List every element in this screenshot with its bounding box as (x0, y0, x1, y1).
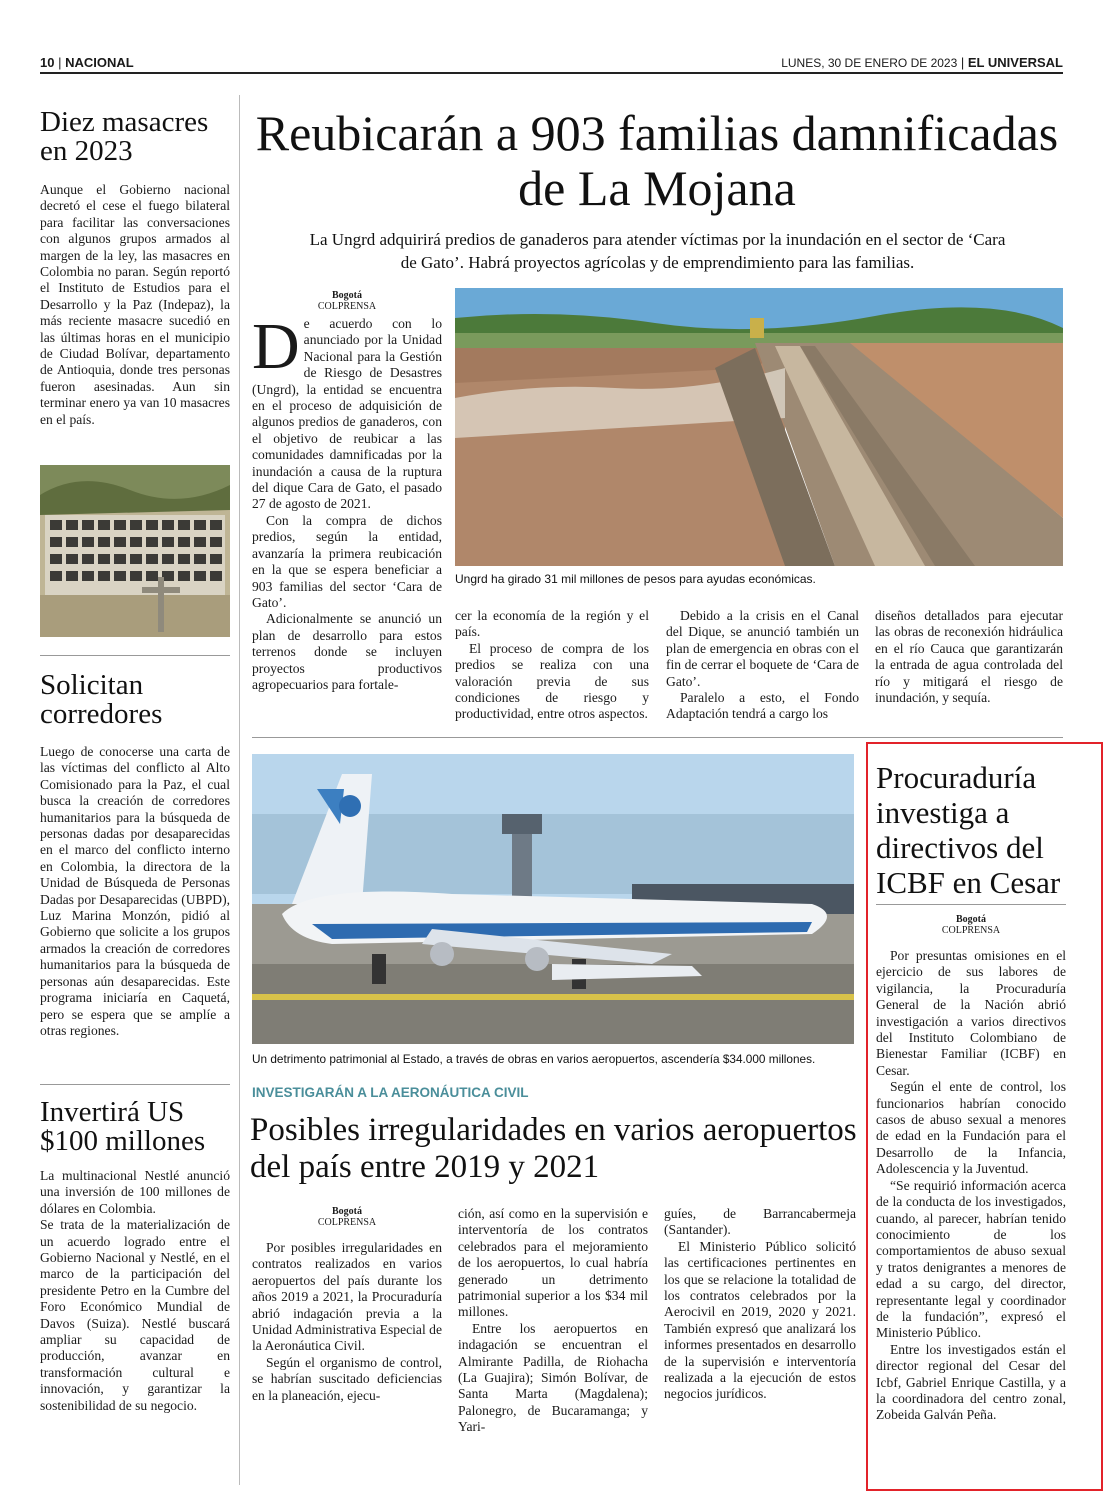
main-column-4 (875, 608, 1063, 706)
airport-col3-p1: guíes, de Barrancabermeja (Santander). (664, 1206, 856, 1238)
sidebar-divider (239, 95, 240, 1485)
header-left: 10 | NACIONAL (40, 55, 134, 70)
icbf-dateline-city: Bogotá (956, 914, 986, 925)
main-col3-p2: Paralelo a esto, el Fondo Adaptación tendrá a cargo los (666, 690, 859, 722)
mojana-photo (455, 288, 1063, 566)
main-col1-p1: De acuerdo con lo anunciado por la Unidad Nacional para la Gestión de Riesgo de Desastres (Ungrd), la entidad se encuentra en el proceso de adquisición de algunos predios de ganaderos, con el objetivo de reubicar a las comunidades damnificadas por la inundación a causa de la ruptura del dique Cara de Gato, el pasado 27 de agosto de 2021. (252, 310, 442, 512)
sidebar-corredores-title: Solicitan corredores (40, 669, 163, 730)
airport-dateline-agency: COLPRENSA (317, 1217, 377, 1228)
main-headline: Reubicarán a 903 familias damnificadas de La Mojana (255, 105, 1059, 216)
main-dateline-agency: COLPRENSA (317, 301, 377, 312)
airport-photo-graphic (252, 754, 854, 1044)
page-header (40, 55, 1063, 71)
main-deck: La Ungrd adquirirá predios de ganaderos para atender víctimas por la inundación en el sector de ‘Cara de Gato’. Habrá proyectos agrícolas y de emprendimiento para las familias. (309, 230, 1006, 272)
icbf-p1: Por presuntas omisiones en el ejercicio de sus labores de vigilancia, la Procuraduría General de la Nación abrió investigación a varios directivos del Instituto Colombiano de Bienestar Familiar (ICBF) en Cesar. (876, 948, 1066, 1078)
airport-col1-p1: Por posibles irregularidades en contratos realizados en varios aeropuertos del país durante los años 2019 a 2021, la Procuraduría abrió indagación previa a la Unidad Administrativa Especial de la Aeronáutica Civil. (252, 1240, 442, 1354)
page-number: 10 (40, 55, 55, 70)
mojana-photo-caption: Ungrd ha girado 31 mil millones de pesos para ayudas económicas. (455, 572, 816, 586)
airport-headline: Posibles irregularidades en varios aeropuertos del país entre 2019 y 2021 (250, 1112, 857, 1185)
sidebar-nestle-body (40, 1168, 230, 1414)
airport-column-3 (664, 1206, 856, 1403)
sidebar-rule-1 (40, 655, 230, 656)
section-name: NACIONAL (65, 55, 134, 70)
sidebar-nestle-p1: La multinacional Nestlé anunció una inversión de 100 millones de dólares en Colombia. (40, 1168, 230, 1216)
cemetery-photo-graphic (40, 465, 230, 637)
main-col1-p3: Adicionalmente se anunció un plan de desarrollo para estos terrenos donde se incluyen proyectos productivos agropecuarios para fortale- (252, 611, 442, 692)
cemetery-photo (40, 465, 230, 637)
main-dateline (252, 290, 442, 312)
icbf-headline: Procuraduría investiga a directivos del ICBF en Cesar (876, 760, 1061, 900)
main-col3-p1: Debido a la crisis en el Canal del Dique, se anunció también un plan de emergencia en obras con el fin de cerrar el boquete de ‘Cara de Gato’. (666, 608, 859, 689)
airport-col2-p1: ción, así como en la supervisión e interventoría de los contratos celebrados para el mejoramiento de los aeropuertos, lo cual habría generado un detrimento patrimonial superior a los $34 mil millones. (458, 1206, 648, 1320)
airport-column-1 (252, 1240, 442, 1404)
airport-col2-p2: Entre los aeropuertos en indagación se encuentran el Almirante Padilla, de Riohacha (La Guajira); Simón Bolívar, de Santa Marta (Magdalena); Palonegro, de Bucaramanga; y Yari- (458, 1320, 648, 1435)
airport-column-2 (458, 1206, 648, 1436)
airport-photo-caption: Un detrimento patrimonial al Estado, a través de obras en varios aeropuertos, ascendería $34.000 millones. (252, 1052, 816, 1066)
newspaper-name: EL UNIVERSAL (967, 55, 1063, 70)
main-col1-p2: Con la compra de dichos predios, según la entidad, avanzaría la primera reubicación en la que se espera beneficiar a 903 familias del sector ‘Cara de Gato’. (252, 512, 442, 610)
mojana-photo-graphic (455, 288, 1063, 566)
airport-dateline (252, 1206, 442, 1228)
sidebar-nestle-p2: Se trata de la materialización de un acuerdo logrado entre el Gobierno Nacional y Nestlé, en el marco de la participación del presidente Petro en la Cumbre del Foro Económico Mundial de Davos (Suiza). Nestlé buscará ampliar su capacidad de producción, avanzar en transformación cultural e innovación, y garantizar la sostenibilidad de su negocio. (40, 1217, 230, 1413)
main-col2-p2: El proceso de compra de los predios se realiza con una valoración previa de sus condiciones de riesgo y productividad, entre otros aspectos. (455, 640, 649, 722)
main-column-2 (455, 608, 649, 723)
airport-col1-p2: Según el organismo de control, se habrían suscitado deficiencias en la planeación, ejecu- (252, 1354, 442, 1403)
sidebar-corredores-body: Luego de conocerse una carta de las víctimas del conflicto al Alto Comisionado para la Paz, el cual busca la creación de corredores humanitarios para la búsqueda de personas dadas por desaparecidas en el marco del conflicto interno en Colombia, la directora de la Unidad de Búsqueda de Personas Dadas por Desaparecidas (UBPD), Luz Marina Monzón, pidió al Gobierno que solicite a los grupos armados la creación de corredores humanitarios para la búsqueda de personas aún desaparecidas. Este programa iniciaría en Caquetá, pero se espera que se amplíe a otras regiones. (40, 744, 230, 1038)
icbf-p3: “Se requirió información acerca de la conducta de los investigados, cuando, al parecer, habrían tenido conocimiento de los comportamientos de abuso sexual y tratos denigrantes a menores de edad a su cargo, del director, representante legal y coordinador de la fundación”, expresó el Ministerio Público. (876, 1177, 1066, 1341)
sidebar-masacres-body: Aunque el Gobierno nacional decretó el cese el fuego bilateral para facilitar las conversaciones con algunos grupos armados al margen de la ley, las masacres en Colombia no paran. Según reportó el Instituto de Estudios para el Desarrollo y la Paz (Indepaz), la más reciente masacre sucedió en las últimas horas en el municipio de Ciudad Bolívar, departamento de Antioquia, donde tres personas fueron asesinadas. Aun sin terminar enero ya van 10 masacres en el país. (40, 182, 230, 427)
sidebar-rule-2 (40, 1084, 230, 1085)
icbf-rule (876, 904, 1066, 905)
header-right: LUNES, 30 DE ENERO DE 2023 | EL UNIVERSAL (781, 55, 1063, 70)
main-column-3 (666, 608, 859, 723)
main-bottom-rule (252, 737, 1063, 738)
main-col4-p1: diseños detallados para ejecutar las obras de reconexión hidráulica en el río Cauca que garantizarán la entrada de agua controlada del río y mitigará el riesgo de inundación, y sequía. (875, 608, 1063, 706)
airport-col3-p2: El Ministerio Público solicitó las certificaciones pertinentes en los que se relacione la totalidad de los contratos celebrados por la Aerocivil en 2019, 2020 y 2021. También expresó que analizará los informes presentados en desarrollo de la supervisión e interventoría realizada a la ejecución de estos negocios jurídicos. (664, 1238, 856, 1402)
icbf-dateline-agency: COLPRENSA (941, 925, 1001, 936)
main-col2-p1: cer la economía de la región y el país. (455, 608, 649, 640)
airport-kicker: INVESTIGARÁN A LA AERONÁUTICA CIVIL (252, 1085, 529, 1100)
main-dateline-city: Bogotá (332, 290, 362, 301)
sidebar-nestle-title: Invertirá US $100 millones (40, 1096, 206, 1157)
drop-cap: D (252, 310, 300, 383)
icbf-dateline (876, 914, 1066, 936)
main-column-1 (252, 310, 442, 693)
icbf-p4: Entre los investigados están el director regional del Cesar del Icbf, Gabriel Enrique Castilla, y a la coordinadora del centro zonal, Zobeida Galván Peña. (876, 1341, 1066, 1423)
icbf-p2: Según el ente de control, los funcionarios habrían conocido casos de abuso sexual a menores de edad en la Fundación para el Desarrollo de la Infancia, Adolescencia y la Juventud. (876, 1079, 1066, 1177)
sidebar-masacres-title: Diez masacres en 2023 (40, 106, 209, 167)
header-rule (40, 72, 1063, 74)
icbf-body (876, 948, 1066, 1424)
airport-photo (252, 754, 854, 1044)
issue-date: LUNES, 30 DE ENERO DE 2023 (781, 56, 958, 70)
airport-dateline-city: Bogotá (332, 1206, 362, 1217)
